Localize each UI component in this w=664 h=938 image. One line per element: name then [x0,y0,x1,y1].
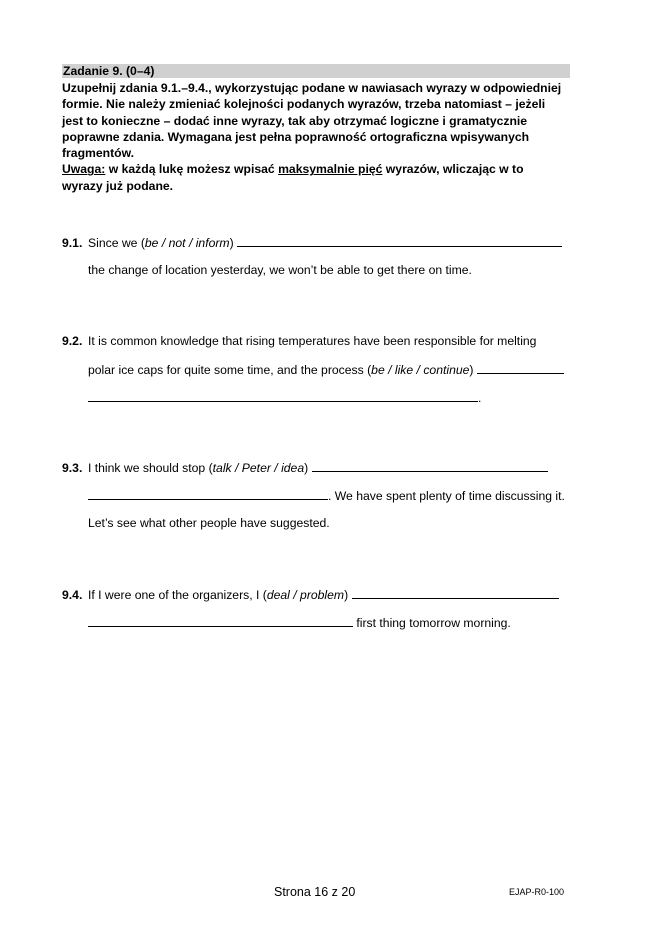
item-text: polar ice caps for quite some time, and the process ( [88,363,372,377]
item-9-3-line-1 [62,460,548,476]
item-text: Since we ( [88,236,145,250]
instruction-line: jest to konieczne – dodać inne wyrazy, tak aby otrzymać logiczne i gramatycznie [62,113,528,128]
note-text: w każdą lukę możesz wpisać [105,162,279,177]
exam-code: EJAP-R0-100 [509,887,565,897]
item-text: If I were one of the organizers, I ( [88,588,267,602]
item-9-2-line-2 [88,362,564,378]
task-instructions [62,80,570,194]
answer-blank[interactable] [88,488,328,500]
instruction-line: formie. Nie należy zmieniać kolejności podanych wyrazów, trzeba natomiast – jeżeli [62,97,546,112]
item-text: ) [304,461,309,475]
note-text: wyrazów, wliczając w to [382,162,524,177]
item-text: . [478,391,482,405]
item-9-1-line-1 [62,235,562,251]
item-number: 9.1. [62,236,83,250]
item-9-4-line-2 [88,615,511,631]
item-number: 9.2. [62,334,83,348]
item-text: ) [469,363,474,377]
answer-blank[interactable] [312,460,548,472]
page-number: Strona 16 z 20 [274,885,356,899]
note-line: wyrazy już podane. [62,178,174,193]
item-number: 9.4. [62,588,83,602]
answer-blank[interactable] [88,615,353,627]
instruction-line: poprawne zdania. Wymagana jest pełna poprawność ortograficzna wpisywanych [62,129,530,144]
task-header: Zadanie 9. (0–4) [62,64,570,78]
answer-blank[interactable] [88,390,478,402]
item-9-2-line-1 [62,334,536,349]
answer-blank[interactable] [237,235,562,247]
item-9-1-line-2: the change of location yesterday, we won’t be able to get there on time. [88,263,472,277]
item-text: It is common knowledge that rising temperatures have been responsible for melting [88,334,537,348]
item-text: . We have spent plenty of time discussing it. [328,489,565,503]
given-words: talk / Peter / idea [212,461,305,475]
given-words: be / not / inform [144,236,230,250]
item-9-4-line-1 [62,587,559,603]
note-label: Uwaga: [62,162,106,177]
answer-blank[interactable] [352,587,559,599]
item-9-3-line-2 [88,488,565,504]
instruction-line: fragmentów. [62,146,134,161]
item-number: 9.3. [62,461,83,475]
given-words: deal / problem [266,588,345,602]
note-line [62,161,570,177]
item-text: ) [344,588,349,602]
item-9-3-line-3: Let’s see what other people have suggested. [88,516,330,530]
answer-blank[interactable] [477,362,564,374]
item-text: I think we should stop ( [88,461,213,475]
item-text: ) [229,236,234,250]
item-text: first thing tomorrow morning. [353,616,511,630]
item-9-2-line-3 [88,390,481,406]
given-words: be / like / continue [371,363,470,377]
instruction-line: Uzupełnij zdania 9.1.–9.4., wykorzystując podane w nawiasach wyrazy w odpowiedniej [62,81,562,95]
note-emphasis: maksymalnie pięć [278,162,383,177]
